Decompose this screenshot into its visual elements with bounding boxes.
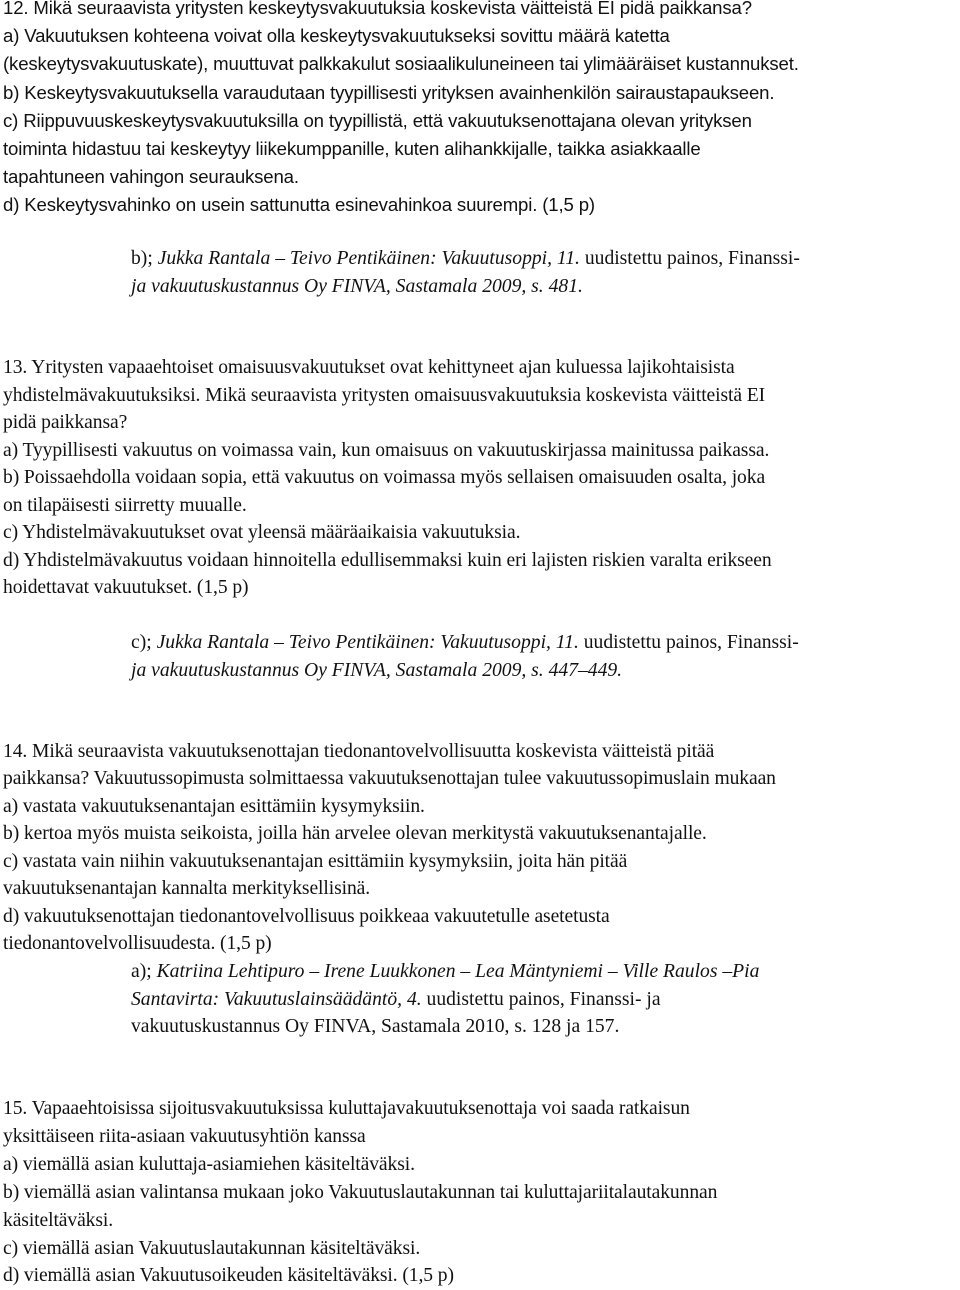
answer-13-source-cont: ja vakuutuskustannus Oy FINVA, Sastamala 2009, s. 447–449. (131, 660, 623, 681)
question-12-option-a: a) Vakuutuksen kohteena voivat olla keskeytysvakuutukseksi sovittu määrä katetta (3, 25, 670, 46)
answer-12-source: uudistettu painos, Finanssi- (579, 248, 800, 269)
question-15-option-d: d) viemällä asian Vakuutusoikeuden käsiteltäväksi. (1,5 p) (3, 1265, 454, 1286)
question-13-option-d-cont: hoidettavat vakuutukset. (1,5 p) (3, 577, 249, 598)
question-12-text: 12. Mikä seuraavista yritysten keskeytysvakuutuksia koskevista väitteistä EI pidä paikkansa? (3, 0, 752, 18)
question-15-option-b: b) viemällä asian valintansa mukaan joko Vakuutuslautakunnan tai kuluttajariitalautakunnan (3, 1182, 718, 1203)
question-13-option-b: b) Poissaehdolla voidaan sopia, että vakuutus on voimassa myös sellaisen omaisuuden osalta, joka (3, 467, 766, 488)
question-14-option-c-cont: vakuutuksenantajan kannalta merkityksellisinä. (3, 878, 371, 899)
question-15-option-c: c) viemällä asian Vakuutuslautakunnan käsiteltäväksi. (3, 1238, 421, 1259)
question-14-option-d-cont: tiedonantovelvollisuudesta. (1,5 p) (3, 933, 272, 954)
question-13-text: 13. Yritysten vapaaehtoiset omaisuusvakuutukset ovat kehittyneet ajan kuluessa lajikohtaisista (3, 357, 735, 378)
answer-14-source: uudistettu painos, Finanssi- ja (421, 989, 661, 1010)
question-13-option-b-cont: on tilapäisesti siirretty muualle. (3, 495, 247, 516)
question-12-option-b: b) Keskeytysvakuutuksella varaudutaan tyypillisesti yrityksen avainhenkilön sairaustapaukseen. (3, 82, 775, 103)
question-15-option-b-cont: käsiteltäväksi. (3, 1210, 114, 1231)
answer-12-prefix: b); (131, 248, 158, 269)
question-12-option-d: d) Keskeytysvahinko on usein sattunutta esinevahinkoa suurempi. (1,5 p) (3, 194, 595, 215)
question-12-option-c-cont: tapahtuneen vahingon seurauksena. (3, 166, 299, 187)
answer-13-prefix: c); (131, 632, 157, 653)
answer-14-source-italic-cont: Santavirta: Vakuutuslainsäädäntö, 4. (131, 989, 422, 1010)
answer-13-source: uudistettu painos, Finanssi- (578, 632, 799, 653)
question-12-option-c: c) Riippuvuuskeskeytysvakuutuksilla on tyypillistä, että vakuutuksenottajana olevan yrityksen (3, 110, 752, 131)
question-14-text-cont: paikkansa? Vakuutussopimusta solmittaessa vakuutuksenottajan tulee vakuutussopimuslain mukaan (3, 768, 776, 789)
question-14-option-c: c) vastata vain niihin vakuutuksenantajan esittämiin kysymyksiin, joita hän pitää (3, 851, 628, 872)
question-15-option-a: a) viemällä asian kuluttaja-asiamiehen käsiteltäväksi. (3, 1154, 415, 1175)
question-14-text: 14. Mikä seuraavista vakuutuksenottajan tiedonantovelvollisuutta koskevista väitteistä pitää (3, 741, 715, 762)
question-15-text-cont: yksittäiseen riita-asiaan vakuutusyhtiön kanssa (3, 1126, 366, 1147)
question-14-option-a: a) vastata vakuutuksenantajan esittämiin kysymyksiin. (3, 796, 425, 817)
answer-13-source-italic: Jukka Rantala – Teivo Pentikäinen: Vakuutusoppi, 11. (156, 632, 579, 653)
question-12-option-c-cont: toiminta hidastuu tai keskeytyy liikekumppanille, kuten alihankkijalle, taikka asiakkaalle (3, 138, 701, 159)
question-13-option-a: a) Tyypillisesti vakuutus on voimassa vain, kun omaisuus on vakuutuskirjassa mainitussa paikassa. (3, 440, 770, 461)
question-14-option-d: d) vakuutuksenottajan tiedonantovelvollisuus poikkeaa vakuutetulle asetetusta (3, 906, 610, 927)
question-12-option-a-cont: (keskeytysvakuutuskate), muuttuvat palkkakulut sosiaalikuluneineen tai ylimääräiset kustannukset. (3, 53, 799, 74)
question-13-text-cont: pidä paikkansa? (3, 412, 128, 433)
question-15-text: 15. Vapaaehtoisissa sijoitusvakuutuksissa kuluttajavakuutuksenottaja voi saada ratkaisun (3, 1098, 690, 1119)
question-13-option-c: c) Yhdistelmävakuutukset ovat yleensä määräaikaisia vakuutuksia. (3, 522, 521, 543)
answer-12-source-italic: Jukka Rantala – Teivo Pentikäinen: Vakuutusoppi, 11. (157, 248, 580, 269)
answer-12-source-cont: ja vakuutuskustannus Oy FINVA, Sastamala 2009, s. 481. (131, 276, 583, 297)
question-14-option-b: b) kertoa myös muista seikoista, joilla hän arvelee olevan merkitystä vakuutuksenantajalle. (3, 823, 707, 844)
answer-14-prefix: a); (131, 961, 157, 982)
answer-14-source-cont: vakuutuskustannus Oy FINVA, Sastamala 2010, s. 128 ja 157. (131, 1016, 620, 1037)
answer-14-source-italic: Katriina Lehtipuro – Irene Luukkonen – Lea Mäntyniemi – Ville Raulos –Pia (156, 961, 760, 982)
question-13-text-cont: yhdistelmävakuutuksiksi. Mikä seuraavista yritysten omaisuusvakuutuksia koskevista väitteistä EI (3, 385, 766, 406)
question-13-option-d: d) Yhdistelmävakuutus voidaan hinnoitella edullisemmaksi kuin eri lajisten riskien varalta erikseen (3, 550, 772, 571)
